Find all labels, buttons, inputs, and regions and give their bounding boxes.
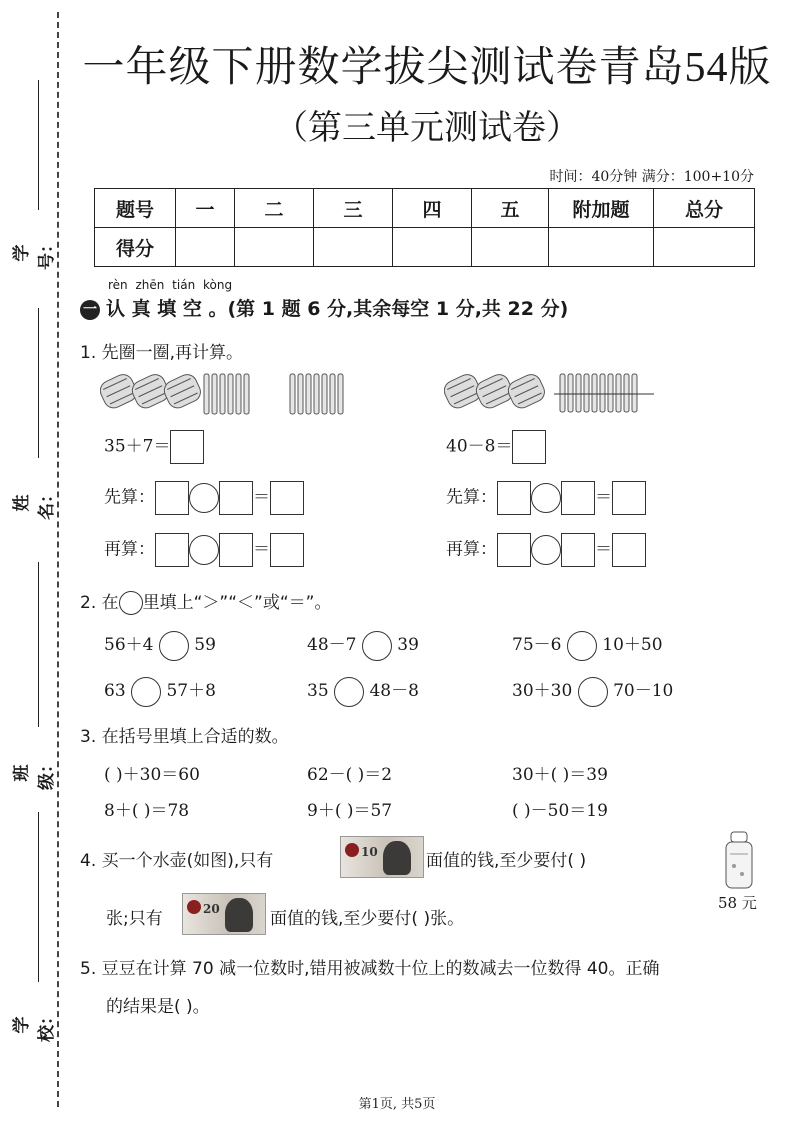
compare-item	[104, 676, 216, 707]
compare-left: 48－7	[307, 635, 357, 655]
fill-blank-item[interactable]: 8＋( )＝78	[104, 801, 190, 821]
compare-item	[307, 676, 419, 707]
score-blank[interactable]	[235, 228, 314, 267]
water-bottle-icon	[722, 830, 756, 892]
compare-item	[512, 676, 673, 707]
answer-box[interactable]	[497, 533, 531, 567]
operator-circle[interactable]	[189, 483, 219, 513]
sticks-bundles-left-icon	[100, 368, 300, 418]
equals-sign: ＝	[253, 487, 270, 508]
q5-line1: 5. 豆豆在计算 70 减一位数时,错用被减数十位上的数减去一位数得 40。正确	[80, 959, 660, 979]
compare-right: 48－8	[369, 681, 419, 701]
compare-item	[104, 630, 216, 661]
time-info: 时间：40分钟 满分：100+10分	[549, 169, 754, 185]
answer-box[interactable]	[155, 481, 189, 515]
q1-left-eq-text: 35＋7＝	[104, 436, 171, 457]
score-blank[interactable]	[314, 228, 393, 267]
score-cell: 四	[393, 189, 472, 228]
portrait-icon	[383, 841, 411, 875]
score-blank[interactable]	[472, 228, 549, 267]
compare-left: 56＋4	[104, 635, 154, 655]
question-2-label	[80, 588, 331, 615]
q4-line2-pre: 张;只有	[106, 909, 163, 929]
name-line	[38, 308, 39, 458]
compare-left: 35	[307, 681, 329, 701]
q1-right-then-step	[446, 533, 646, 567]
q4-line1-pre: 4. 买一个水壶(如图),只有	[80, 851, 274, 871]
section-heading	[80, 294, 568, 321]
q5-line2: 的结果是( )。	[106, 997, 210, 1017]
compare-left: 75－6	[512, 635, 562, 655]
question-3-label: 3. 在括号里填上合适的数。	[80, 727, 289, 747]
q1-right-eq-text: 40－8＝	[446, 436, 513, 457]
score-table-score-row	[95, 228, 755, 267]
page-subtitle: （第三单元测试卷）	[274, 110, 580, 147]
school-line	[38, 812, 39, 982]
fill-blank-item[interactable]: 9＋( )＝57	[307, 801, 393, 821]
q1-right-equation	[446, 430, 546, 464]
answer-box[interactable]	[512, 430, 546, 464]
operator-circle[interactable]	[531, 483, 561, 513]
answer-box[interactable]	[270, 533, 304, 567]
school-label: 学校：	[12, 1008, 57, 1042]
compare-circle[interactable]	[578, 677, 608, 707]
q2-label-post: 里填上“＞”“＜”或“＝”。	[142, 593, 332, 613]
bill-denomination: 10	[361, 845, 378, 859]
score-cell: 题号	[95, 189, 176, 228]
answer-box[interactable]	[612, 481, 646, 515]
student-id-label: 学号：	[12, 236, 57, 270]
student-id-line	[38, 80, 39, 210]
section-pinyin: rèn zhēn tián kòng	[108, 278, 233, 292]
score-blank[interactable]	[176, 228, 235, 267]
score-blank[interactable]	[654, 228, 755, 267]
fill-blank-item[interactable]: ( )＋30＝60	[104, 765, 200, 785]
score-blank[interactable]	[549, 228, 654, 267]
question-1-label: 1. 先圈一圈,再计算。	[80, 343, 244, 363]
answer-box[interactable]	[497, 481, 531, 515]
q1-left-equation	[104, 430, 204, 464]
compare-right: 70－10	[613, 681, 674, 701]
q1-right-first-step	[446, 481, 646, 515]
compare-right: 57＋8	[166, 681, 216, 701]
score-cell: 附加题	[549, 189, 654, 228]
compare-circle[interactable]	[159, 631, 189, 661]
portrait-icon	[225, 898, 253, 932]
fill-blank-item[interactable]: 62－( )＝2	[307, 765, 393, 785]
answer-box[interactable]	[561, 481, 595, 515]
score-blank[interactable]	[393, 228, 472, 267]
score-row-label: 得分	[95, 228, 176, 267]
score-table	[94, 188, 755, 267]
answer-box[interactable]	[561, 533, 595, 567]
bill-emblem-icon	[187, 900, 201, 914]
first-step-label: 先算：	[104, 487, 155, 508]
then-step-label: 再算：	[104, 539, 155, 560]
first-step-label: 先算：	[446, 487, 497, 508]
compare-item	[512, 630, 663, 661]
equals-sign: ＝	[595, 487, 612, 508]
operator-circle[interactable]	[531, 535, 561, 565]
bottle-price: 58 元	[718, 894, 757, 912]
page-footer: 第1页, 共5页	[358, 1097, 436, 1112]
bill-emblem-icon	[345, 843, 359, 857]
q2-label-pre: 2. 在	[80, 593, 119, 613]
score-cell: 二	[235, 189, 314, 228]
compare-circle[interactable]	[334, 677, 364, 707]
compare-right: 59	[194, 635, 216, 655]
q4-line1-post: 面值的钱,至少要付( )	[426, 851, 587, 871]
name-label: 姓名：	[12, 486, 57, 520]
score-cell: 三	[314, 189, 393, 228]
compare-left: 30＋30	[512, 681, 573, 701]
answer-box[interactable]	[170, 430, 204, 464]
equals-sign: ＝	[595, 539, 612, 560]
score-cell: 总分	[654, 189, 755, 228]
answer-box[interactable]	[219, 533, 253, 567]
bill-denomination: 20	[203, 902, 220, 916]
answer-box[interactable]	[270, 481, 304, 515]
example-circle	[119, 591, 143, 615]
compare-circle[interactable]	[362, 631, 392, 661]
class-line	[38, 562, 39, 727]
twenty-yuan-bill-icon	[182, 893, 266, 935]
compare-item	[307, 630, 419, 661]
score-cell: 一	[176, 189, 235, 228]
q1-left-then-step	[104, 533, 304, 567]
score-cell: 五	[472, 189, 549, 228]
equals-sign: ＝	[253, 539, 270, 560]
answer-box[interactable]	[612, 533, 646, 567]
q1-left-first-step	[104, 481, 304, 515]
compare-circle[interactable]	[131, 677, 161, 707]
answer-box[interactable]	[155, 533, 189, 567]
score-table-header-row	[95, 189, 755, 228]
section-number-badge: 一	[80, 300, 100, 320]
answer-box[interactable]	[219, 481, 253, 515]
sticks-loose-left-icon	[288, 370, 358, 418]
compare-right: 39	[397, 635, 419, 655]
compare-left: 63	[104, 681, 126, 701]
class-label: 班级：	[12, 756, 57, 790]
sticks-bundles-right-icon	[444, 368, 664, 418]
binding-dashed-line	[57, 12, 59, 1107]
compare-circle[interactable]	[567, 631, 597, 661]
compare-right: 10＋50	[602, 635, 663, 655]
fill-blank-item[interactable]: 30＋( )＝39	[512, 765, 608, 785]
section-heading-text: 认 真 填 空 。(第 1 题 6 分,其余每空 1 分,共 22 分)	[106, 298, 569, 320]
q4-line2-post: 面值的钱,至少要付( )张。	[270, 909, 465, 929]
then-step-label: 再算：	[446, 539, 497, 560]
ten-yuan-bill-icon	[340, 836, 424, 878]
fill-blank-item[interactable]: ( )－50＝19	[512, 801, 608, 821]
page-title: 一年级下册数学拔尖测试卷青岛54版	[82, 45, 772, 91]
operator-circle[interactable]	[189, 535, 219, 565]
